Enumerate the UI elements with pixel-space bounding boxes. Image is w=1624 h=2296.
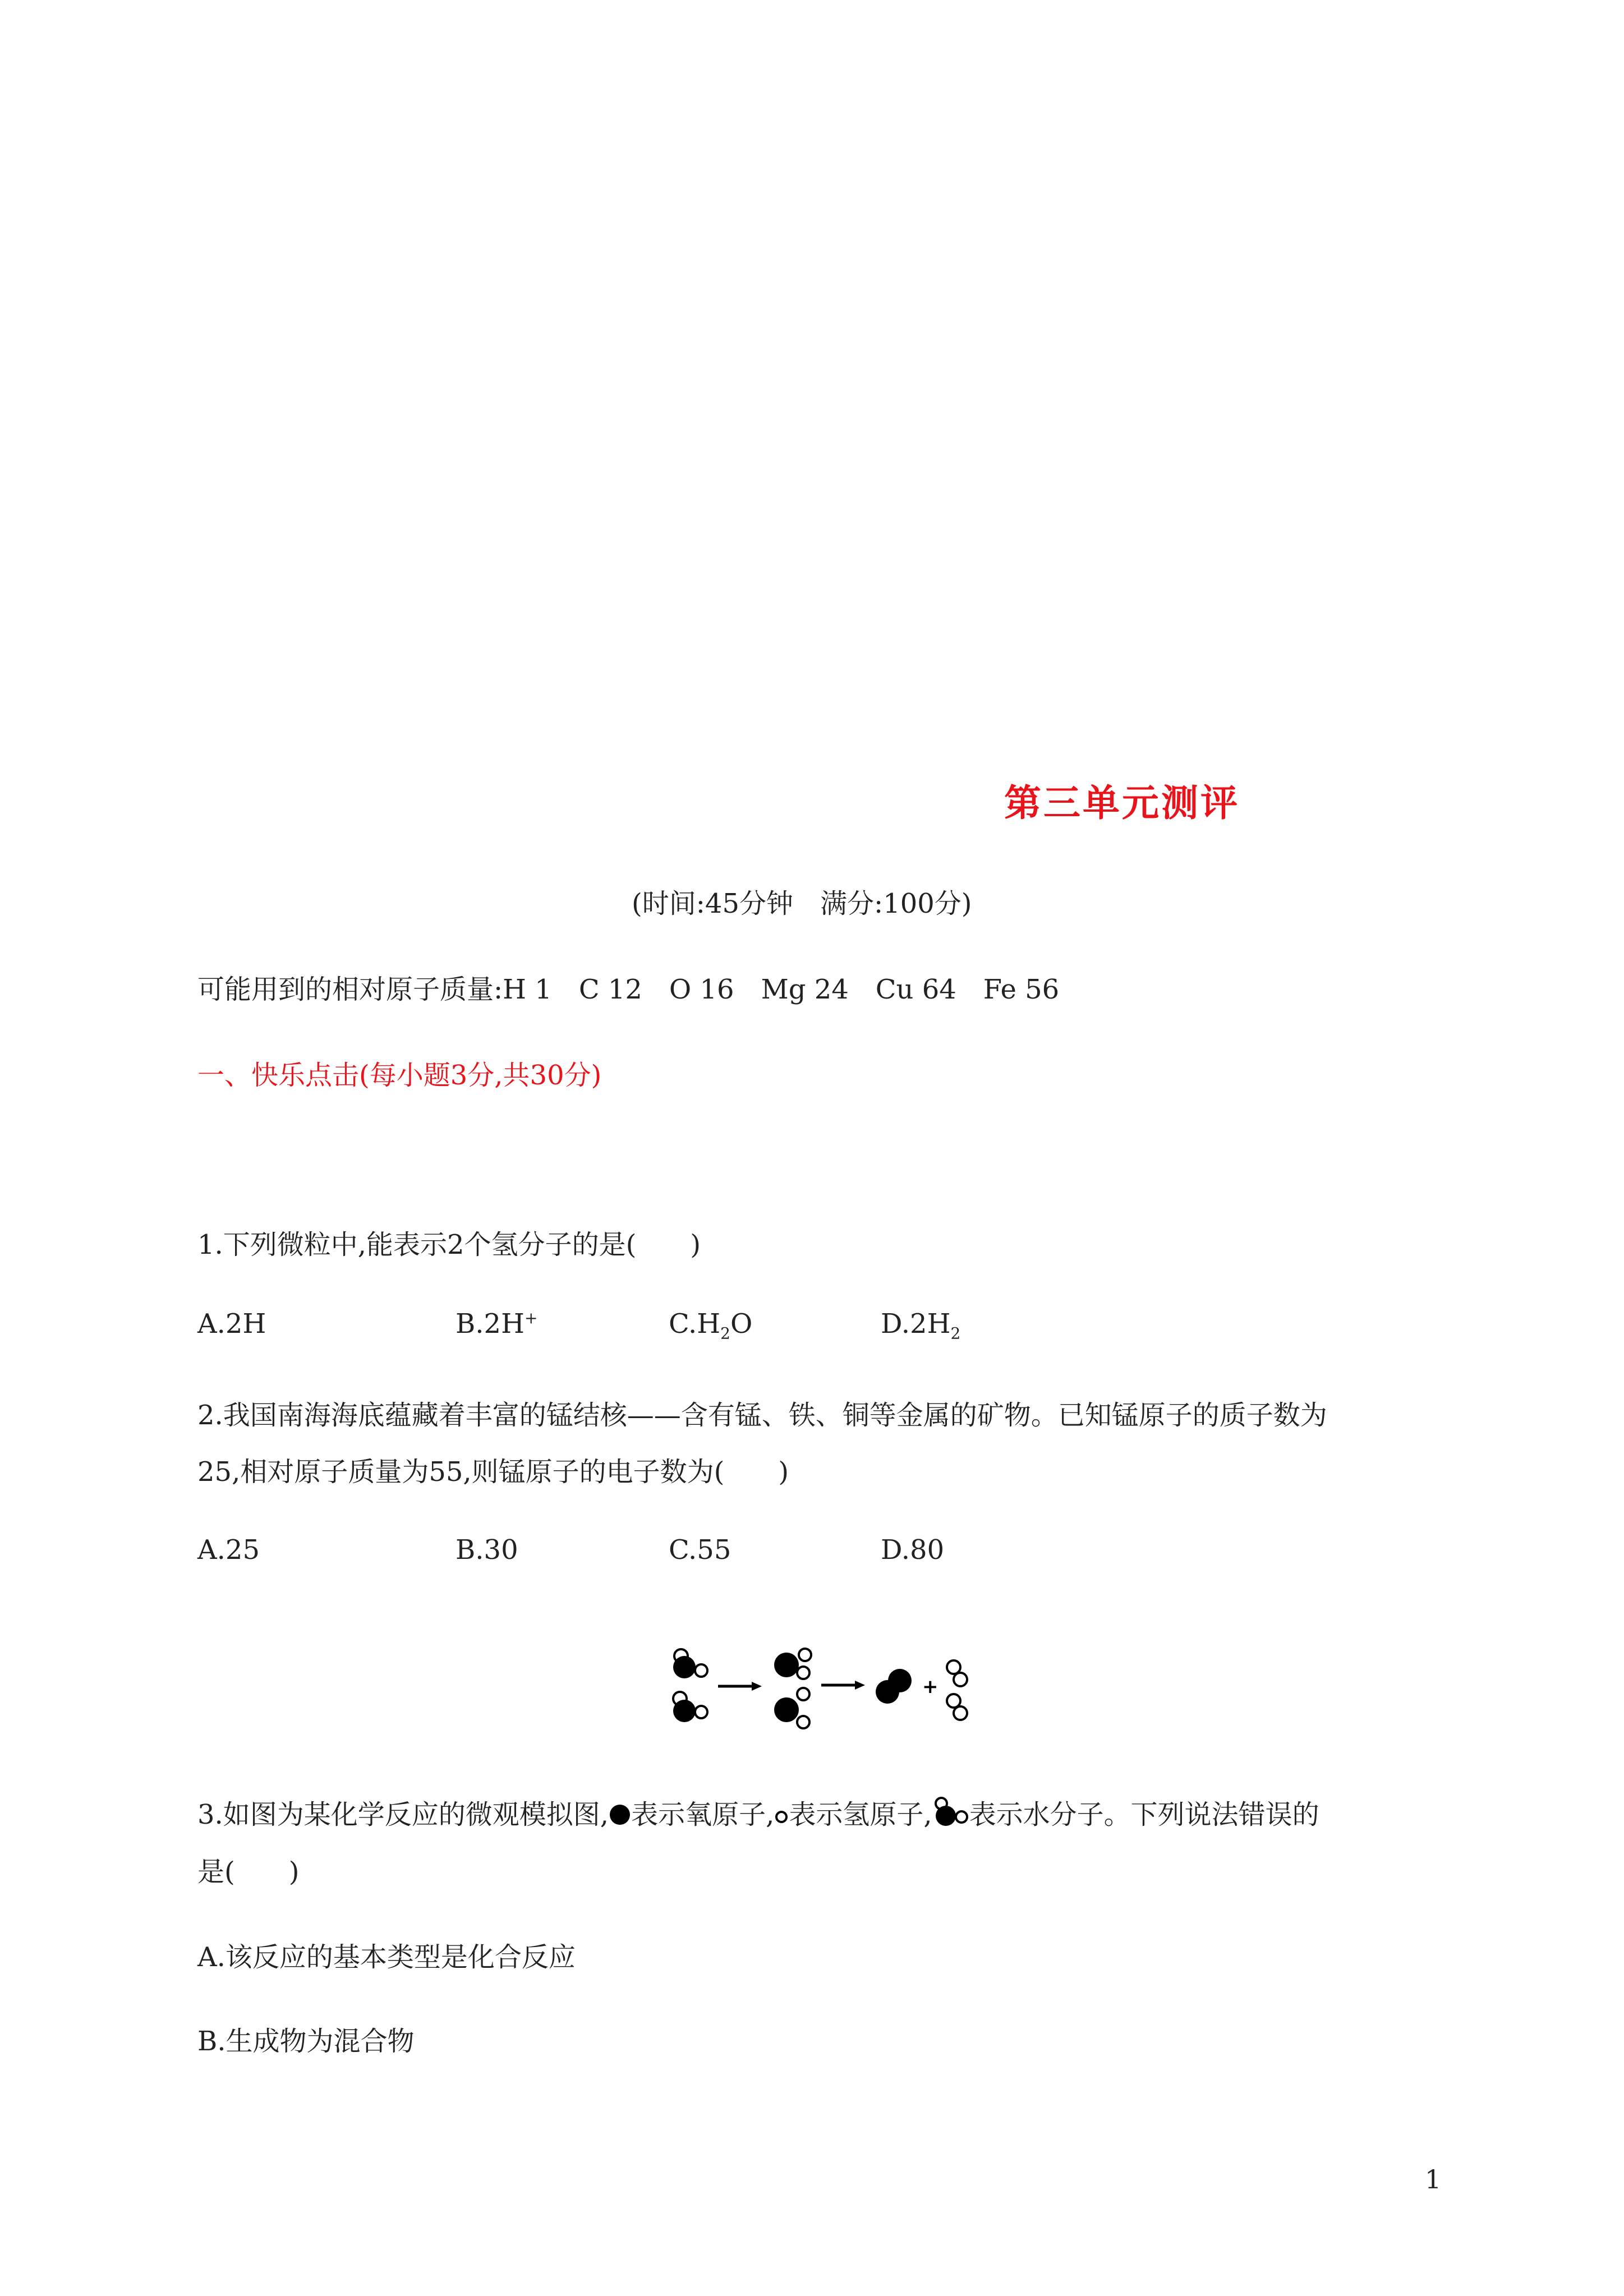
question-2-stem-line2: 25,相对原子质量为55,则锰原子的电子数为( ) [197, 1456, 789, 1488]
reactant-water-molecule-1 [673, 1649, 707, 1678]
q2-option-d[interactable]: D.80 [881, 1534, 945, 1566]
product-hydrogen-molecules [947, 1660, 967, 1720]
atomic-mass-reference: 可能用到的相对原子质量:H 1 C 12 O 16 Mg 24 Cu 64 Fe 56 [197, 974, 1060, 1005]
question-3-stem-line2: 是( ) [197, 1856, 300, 1888]
q2-option-a[interactable]: A.25 [197, 1534, 260, 1566]
q2-option-b[interactable]: B.30 [456, 1534, 518, 1566]
q2-option-c[interactable]: C.55 [669, 1534, 732, 1566]
q3-option-b[interactable]: B.生成物为混合物 [197, 2026, 415, 2057]
arrow-2 [821, 1681, 865, 1690]
product-oxygen-molecule [876, 1669, 912, 1704]
exam-time-score: (时间:45分钟 满分:100分) [632, 888, 972, 919]
intermediate-atoms [774, 1649, 811, 1728]
q1-option-d[interactable]: $D.2H_2$ [881, 1308, 961, 1343]
oxygen-atom-legend-icon [609, 1800, 631, 1827]
q1-option-c[interactable]: $C.H_2O$ [669, 1308, 753, 1343]
q3-option-a[interactable]: A.该反应的基本类型是化合反应 [197, 1941, 576, 1973]
reactant-water-molecule-2 [673, 1692, 707, 1722]
q1-option-b[interactable]: B.2H+ [456, 1308, 538, 1340]
water-molecule-legend-icon [932, 1797, 969, 1827]
page-number: 1 [1425, 2164, 1442, 2194]
arrow-1 [718, 1682, 762, 1691]
reaction-micro-diagram [662, 1627, 987, 1739]
unit-title: 第三单元测评 [1004, 781, 1240, 825]
question-3-stem-line1: 3.如图为某化学反应的微观模拟图, 表示氧原子, 表示氢原子, 表示水分子。下列说法错误的 [197, 1793, 1319, 1832]
question-2-stem-line1: 2.我国南海海底蕴藏着丰富的锰结核——含有锰、铁、铜等金属的矿物。已知锰原子的质子数为 [197, 1400, 1327, 1431]
plus-sign: + [922, 1676, 938, 1698]
question-1-stem: 1.下列微粒中,能表示2个氢分子的是( ) [197, 1229, 701, 1260]
hydrogen-atom-legend-icon [774, 1800, 789, 1827]
section1-heading: 一、快乐点击(每小题3分,共30分) [197, 1060, 602, 1091]
q1-option-a[interactable]: A.2H [197, 1308, 266, 1340]
